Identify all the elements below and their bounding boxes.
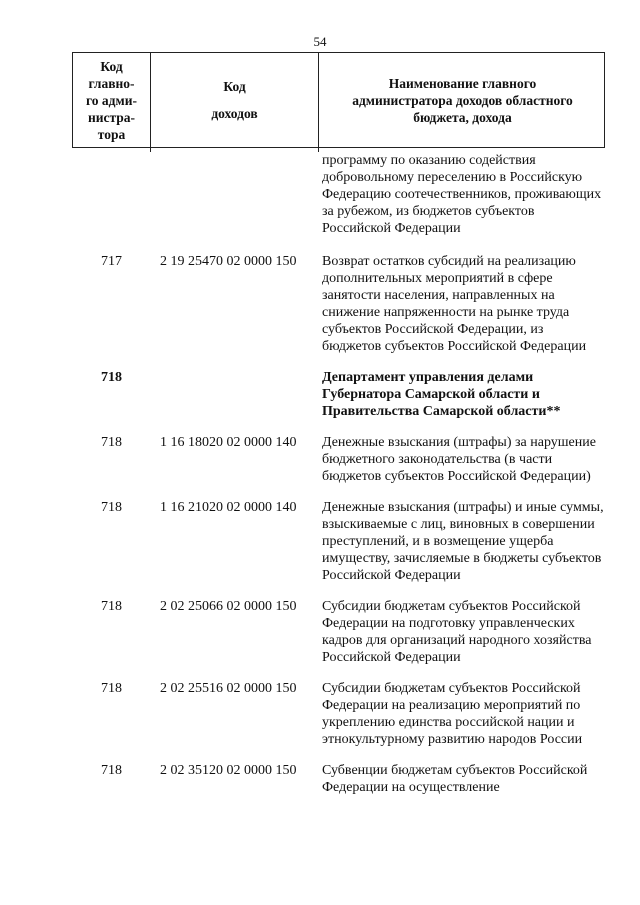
- table-row: [0, 434, 640, 485]
- row-name: программу по оказанию содействия добровольному переселению в Российскую Федерацию соотечественников, проживающих за рубежом, из бюджетов субъектов Российской Федерации: [322, 153, 602, 236]
- row-income-code: 2 02 25066 02 0000 150: [160, 599, 297, 614]
- header-admin-line: нистра-: [87, 109, 136, 125]
- table-row: [0, 762, 640, 796]
- row-name: Денежные взыскания (штрафы) за нарушение бюджетного законодательства (в части бюджетов субъектов Российской Федерации): [322, 435, 596, 484]
- row-name: Возврат остатков субсидий на реализацию дополнительных мероприятий в сфере занятости населения, направленных на снижение напряженности на рынке труда субъектов Российской Федерации, из бюджетов субъектов Российской Федерации: [322, 254, 587, 354]
- header-admin-line: тора: [97, 126, 126, 142]
- header-name-line: администратора доходов областного: [352, 92, 573, 108]
- row-income-code: 2 02 35120 02 0000 150: [160, 763, 297, 778]
- row-admin-code: 718: [101, 435, 122, 450]
- table-row: [0, 598, 640, 666]
- header-income-code: [151, 53, 319, 147]
- row-name: Субсидии бюджетам субъектов Российской Федерации на реализацию мероприятий по укреплению единства российской нации и этнокультурному развитию народов России: [322, 681, 583, 747]
- table-header: [72, 52, 605, 148]
- header-income-line: доходов: [211, 106, 258, 121]
- row-admin-code: 718: [101, 599, 122, 614]
- header-income-line: Код: [223, 79, 246, 94]
- table-row: [0, 499, 640, 584]
- header-admin-line: го адми-: [86, 92, 137, 108]
- row-admin-code: 718: [101, 681, 122, 696]
- row-admin-code: 717: [101, 254, 122, 269]
- row-admin-code: 718: [101, 370, 122, 385]
- header-name-line: Наименование главного: [388, 75, 537, 91]
- header-admin-line: главно-: [88, 75, 135, 91]
- row-income-code: 1 16 21020 02 0000 140: [160, 500, 297, 515]
- table-body: [0, 152, 640, 810]
- table-row: [0, 680, 640, 748]
- row-name: Денежные взыскания (штрафы) и иные суммы, взыскиваемые с лиц, виновных в совершении преступлений, и в возмещение ущерба имуществу, зачисляемые в бюджеты субъектов Российской Федерации: [322, 500, 604, 583]
- header-admin-code: [73, 53, 151, 147]
- header-admin-line: Код: [100, 58, 123, 74]
- row-income-code: 2 19 25470 02 0000 150: [160, 254, 297, 269]
- header-name: [319, 53, 606, 147]
- table-row: [0, 253, 640, 355]
- row-name: Департамент управления делами Губернатора Самарской области и Правительства Самарской области**: [322, 370, 561, 419]
- row-income-code: 1 16 18020 02 0000 140: [160, 435, 297, 450]
- header-name-line: бюджета, дохода: [413, 109, 512, 125]
- row-admin-code: 718: [101, 763, 122, 778]
- row-income-code: [150, 369, 322, 420]
- row-name: Субсидии бюджетам субъектов Российской Федерации на подготовку управленческих кадров для организаций народного хозяйства Российской Федерации: [322, 599, 592, 665]
- page-number: 54: [313, 34, 327, 49]
- row-admin-code: 718: [101, 500, 122, 515]
- row-name: Субвенции бюджетам субъектов Российской Федерации на осуществление: [322, 763, 588, 795]
- table-row-continuation: [0, 152, 640, 237]
- row-income-code: 2 02 25516 02 0000 150: [160, 681, 297, 696]
- table-row-department: [0, 369, 640, 420]
